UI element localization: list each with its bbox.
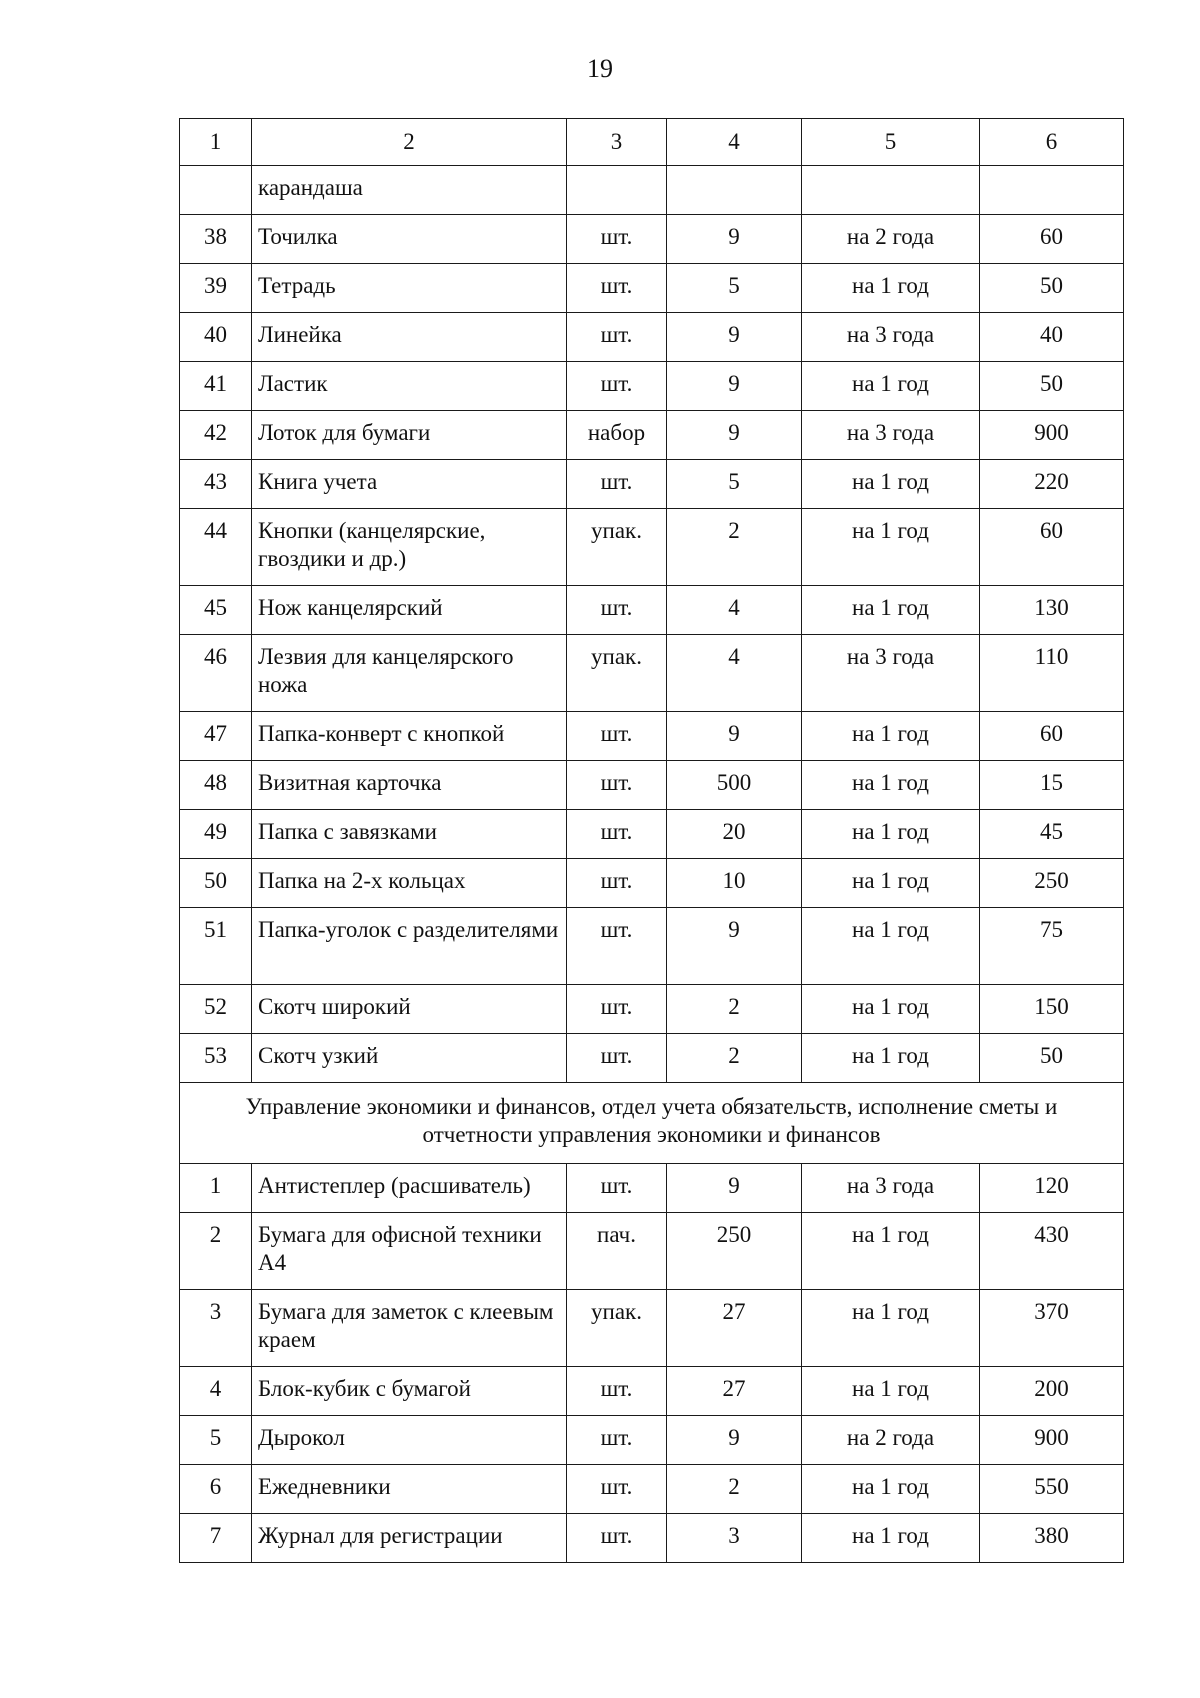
price-cell: 130 [980,586,1124,635]
period-cell: на 2 года [802,1416,980,1465]
unit-cell: упак. [567,509,667,586]
period-cell: на 1 год [802,1514,980,1563]
item-name-cell: Тетрадь [252,264,567,313]
row-number-cell: 47 [180,712,252,761]
period-cell: на 1 год [802,1465,980,1514]
item-name-cell: Визитная карточка [252,761,567,810]
table-row [180,908,1124,985]
period-cell: на 1 год [802,1367,980,1416]
price-cell: 200 [980,1367,1124,1416]
row-number-cell: 7 [180,1514,252,1563]
unit-cell: шт. [567,215,667,264]
item-name-cell: Папка на 2-х кольцах [252,859,567,908]
quantity-cell: 2 [667,1465,802,1514]
unit-cell: шт. [567,460,667,509]
header-cell-1: 1 [180,119,252,166]
unit-cell: набор [567,411,667,460]
unit-cell: упак. [567,1290,667,1367]
period-cell: на 3 года [802,635,980,712]
item-name-cell: Скотч широкий [252,985,567,1034]
period-cell: на 1 год [802,712,980,761]
table-row [180,1367,1124,1416]
quantity-cell: 3 [667,1514,802,1563]
price-cell: 45 [980,810,1124,859]
item-name-cell: Блок-кубик с бумагой [252,1367,567,1416]
table-row [180,1213,1124,1290]
row-number-cell: 41 [180,362,252,411]
period-cell: на 1 год [802,1290,980,1367]
table-row [180,411,1124,460]
unit-cell: шт. [567,859,667,908]
row-number-cell: 45 [180,586,252,635]
unit-cell: шт. [567,1164,667,1213]
price-cell: 50 [980,1034,1124,1083]
quantity-cell: 5 [667,264,802,313]
table-row [180,460,1124,509]
unit-cell [567,166,667,215]
row-number-cell: 4 [180,1367,252,1416]
table-row [180,859,1124,908]
price-cell: 550 [980,1465,1124,1514]
item-name-cell: Папка-уголок с разделителями [252,908,567,985]
row-number-cell [180,166,252,215]
item-name-cell: Лезвия для канцелярского ножа [252,635,567,712]
table-row [180,635,1124,712]
unit-cell: шт. [567,264,667,313]
row-number-cell: 50 [180,859,252,908]
period-cell: на 1 год [802,264,980,313]
quantity-cell: 9 [667,908,802,985]
unit-cell: шт. [567,1514,667,1563]
period-cell: на 3 года [802,411,980,460]
row-number-cell: 38 [180,215,252,264]
price-cell: 50 [980,264,1124,313]
quantity-cell: 9 [667,362,802,411]
price-cell: 900 [980,411,1124,460]
row-number-cell: 3 [180,1290,252,1367]
item-name-cell: Линейка [252,313,567,362]
unit-cell: шт. [567,586,667,635]
quantity-cell: 10 [667,859,802,908]
unit-cell: пач. [567,1213,667,1290]
item-name-cell: Скотч узкий [252,1034,567,1083]
table-row [180,215,1124,264]
price-cell: 75 [980,908,1124,985]
period-cell: на 1 год [802,509,980,586]
quantity-cell: 4 [667,635,802,712]
item-name-cell: Ежедневники [252,1465,567,1514]
price-cell: 150 [980,985,1124,1034]
header-cell-3: 3 [567,119,667,166]
row-number-cell: 1 [180,1164,252,1213]
unit-cell: шт. [567,362,667,411]
item-name-cell: Бумага для офисной техники А4 [252,1213,567,1290]
item-name-cell: Дырокол [252,1416,567,1465]
table-row [180,509,1124,586]
quantity-cell: 5 [667,460,802,509]
row-number-cell: 49 [180,810,252,859]
item-name-cell: Папка-конверт с кнопкой [252,712,567,761]
unit-cell: шт. [567,810,667,859]
table-row [180,1514,1124,1563]
table-row [180,264,1124,313]
price-cell: 60 [980,215,1124,264]
table-row [180,362,1124,411]
price-cell: 15 [980,761,1124,810]
period-cell: на 1 год [802,586,980,635]
header-cell-6: 6 [980,119,1124,166]
table-row [180,166,1124,215]
quantity-cell: 27 [667,1290,802,1367]
price-cell: 50 [980,362,1124,411]
item-name-cell: Лоток для бумаги [252,411,567,460]
table-row [180,1164,1124,1213]
price-cell: 370 [980,1290,1124,1367]
period-cell: на 1 год [802,985,980,1034]
table-header-row [180,119,1124,166]
price-cell: 900 [980,1416,1124,1465]
quantity-cell: 2 [667,509,802,586]
table-row [180,810,1124,859]
item-name-cell: Нож канцелярский [252,586,567,635]
unit-cell: шт. [567,1465,667,1514]
quantity-cell: 2 [667,1034,802,1083]
table-row [180,1416,1124,1465]
price-cell: 380 [980,1514,1124,1563]
table-row [180,712,1124,761]
item-name-cell: Бумага для заметок с клеевым краем [252,1290,567,1367]
row-number-cell: 52 [180,985,252,1034]
row-number-cell: 44 [180,509,252,586]
item-name-cell: Папка с завязками [252,810,567,859]
quantity-cell: 4 [667,586,802,635]
table-row [180,313,1124,362]
price-cell: 250 [980,859,1124,908]
price-cell [980,166,1124,215]
period-cell: на 1 год [802,1034,980,1083]
period-cell: на 1 год [802,761,980,810]
unit-cell: шт. [567,1367,667,1416]
quantity-cell: 9 [667,411,802,460]
quantity-cell: 27 [667,1367,802,1416]
quantity-cell: 250 [667,1213,802,1290]
item-name-cell: Журнал для регистрации [252,1514,567,1563]
period-cell: на 1 год [802,362,980,411]
row-number-cell: 39 [180,264,252,313]
quantity-cell: 9 [667,1164,802,1213]
quantity-cell: 500 [667,761,802,810]
unit-cell: шт. [567,313,667,362]
row-number-cell: 42 [180,411,252,460]
price-cell: 120 [980,1164,1124,1213]
unit-cell: шт. [567,761,667,810]
table-row [180,985,1124,1034]
header-cell-4: 4 [667,119,802,166]
item-name-cell: Ластик [252,362,567,411]
period-cell: на 1 год [802,460,980,509]
supplies-table [179,118,1124,1563]
row-number-cell: 6 [180,1465,252,1514]
quantity-cell: 2 [667,985,802,1034]
price-cell: 110 [980,635,1124,712]
price-cell: 430 [980,1213,1124,1290]
period-cell: на 1 год [802,908,980,985]
unit-cell: шт. [567,712,667,761]
header-cell-2: 2 [252,119,567,166]
row-number-cell: 40 [180,313,252,362]
period-cell: на 3 года [802,1164,980,1213]
item-name-cell: Книга учета [252,460,567,509]
row-number-cell: 48 [180,761,252,810]
period-cell: на 3 года [802,313,980,362]
price-cell: 60 [980,712,1124,761]
quantity-cell: 9 [667,313,802,362]
table-row [180,761,1124,810]
row-number-cell: 5 [180,1416,252,1465]
unit-cell: шт. [567,985,667,1034]
row-number-cell: 2 [180,1213,252,1290]
item-name-cell: Кнопки (канцелярские, гвоздики и др.) [252,509,567,586]
row-number-cell: 46 [180,635,252,712]
price-cell: 220 [980,460,1124,509]
period-cell: на 2 года [802,215,980,264]
section-heading-row [180,1083,1124,1164]
section-heading: Управление экономики и финансов, отдел учета обязательств, исполнение сметы и отчетности управления экономики и финансов [180,1083,1124,1164]
unit-cell: шт. [567,1034,667,1083]
period-cell [802,166,980,215]
page-number: 19 [587,54,613,83]
table-row [180,586,1124,635]
price-cell: 60 [980,509,1124,586]
table-row [180,1465,1124,1514]
unit-cell: шт. [567,1416,667,1465]
quantity-cell: 20 [667,810,802,859]
item-name-cell: карандаша [252,166,567,215]
item-name-cell: Точилка [252,215,567,264]
quantity-cell: 9 [667,215,802,264]
row-number-cell: 51 [180,908,252,985]
quantity-cell: 9 [667,1416,802,1465]
price-cell: 40 [980,313,1124,362]
period-cell: на 1 год [802,859,980,908]
row-number-cell: 43 [180,460,252,509]
quantity-cell: 9 [667,712,802,761]
table-row [180,1034,1124,1083]
period-cell: на 1 год [802,1213,980,1290]
item-name-cell: Антистеплер (расшиватель) [252,1164,567,1213]
row-number-cell: 53 [180,1034,252,1083]
quantity-cell [667,166,802,215]
header-cell-5: 5 [802,119,980,166]
table-row [180,1290,1124,1367]
period-cell: на 1 год [802,810,980,859]
unit-cell: шт. [567,908,667,985]
unit-cell: упак. [567,635,667,712]
